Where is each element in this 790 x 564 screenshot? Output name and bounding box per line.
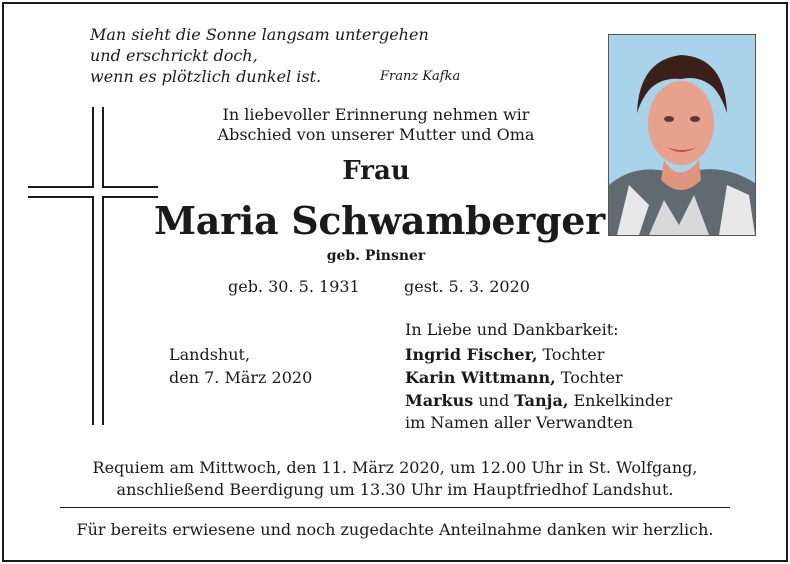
maiden-name: geb. Pinsner	[326, 248, 426, 264]
grandchild-1-name: Markus	[405, 391, 474, 410]
mourner-1-name: Ingrid Fischer,	[405, 345, 538, 364]
quote-line-3: wenn es plötzlich dunkel ist.	[90, 67, 322, 86]
mourners-closing: im Namen aller Verwandten	[405, 413, 634, 432]
mourner-1-relation: Tochter	[542, 345, 605, 364]
portrait-photo-icon	[608, 34, 756, 236]
thanks-line: Für bereits erwiesene und noch zugedachte Anteilnahme danken wir herzlich.	[76, 520, 714, 539]
service-line-2: anschließend Beerdigung um 13.30 Uhr im Hauptfriedhof Landshut.	[116, 480, 674, 499]
quote-author: Franz Kafka	[380, 69, 461, 84]
birth-date: geb. 30. 5. 1931	[228, 277, 360, 296]
mourner-1	[405, 344, 604, 366]
portrait-photo	[609, 35, 755, 235]
place: Landshut,	[169, 345, 251, 364]
service-line-1: Requiem am Mittwoch, den 11. März 2020, um 12.00 Uhr in St. Wolfgang,	[92, 458, 698, 477]
quote-line-1: Man sieht die Sonne langsam untergehen	[90, 25, 429, 44]
divider	[60, 507, 730, 508]
death-date: gest. 5. 3. 2020	[404, 277, 530, 296]
grandchildren	[405, 390, 672, 412]
quote-line-2: und erschrickt doch,	[90, 46, 258, 65]
deceased-name: Maria Schwamberger	[154, 198, 605, 243]
salutation: Frau	[342, 156, 410, 186]
intro-line-2: Abschied von unserer Mutter und Oma	[217, 125, 535, 144]
grandchildren-joiner: und	[478, 391, 510, 410]
intro-line-1: In liebevoller Erinnerung nehmen wir	[222, 105, 530, 124]
mourners-heading: In Liebe und Dankbarkeit:	[405, 320, 619, 339]
mourner-2-name: Karin Wittmann,	[405, 368, 556, 387]
grandchildren-relation: Enkelkinder	[573, 391, 673, 410]
obituary-notice	[2, 2, 788, 562]
grandchild-2-name: Tanja,	[514, 391, 569, 410]
mourner-2-relation: Tochter	[560, 368, 623, 387]
mourner-2	[405, 367, 623, 389]
notice-date: den 7. März 2020	[169, 368, 313, 387]
